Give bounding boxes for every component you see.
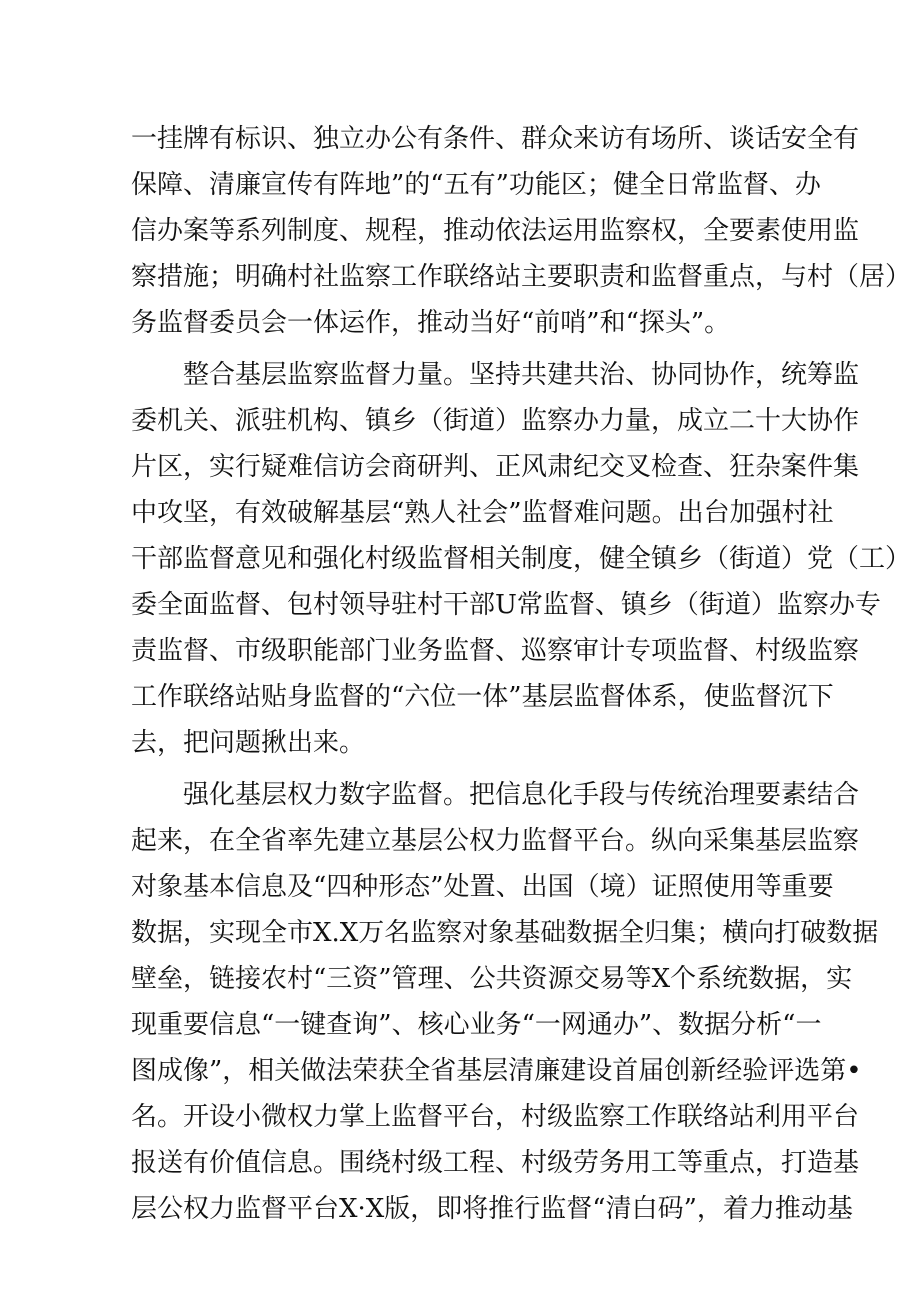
text-line: 层公权力监督平台X·X版，即将推行监督“清白码”，着力推动基: [131, 1194, 853, 1224]
text-line: 干部监督意见和强化村级监督相关制度，健全镇乡（街道）党（工）: [131, 544, 912, 574]
text-line: 整合基层监察监督力量。坚持共建共治、协同协作，统筹监: [183, 360, 860, 390]
text-line: 务监督委员会一体运作，推动当好“前哨”和“探头”。: [131, 308, 731, 338]
paragraph-1: [131, 116, 912, 346]
text-line: 察措施；明确村社监察工作联络站主要职责和监督重点，与村（居）: [131, 262, 912, 292]
text-line: 强化基层权力数字监督。把信息化手段与传统治理要素结合: [183, 780, 860, 810]
text-line: 责监督、市级职能部门业务监督、巡察审计专项监督、村级监察: [131, 636, 860, 666]
text-line: 对象基本信息及“四种形态”处置、出国（境）证照使用等重要: [131, 872, 834, 902]
text-line: 去，把问题揪出来。: [131, 728, 366, 758]
text-line: 起来，在全省率先建立基层公权力监督平台。纵向采集基层监察: [131, 826, 860, 856]
text-line: 中攻坚，有效破解基层“熟人社会”监督难问题。出台加强村社: [131, 498, 834, 528]
text-line: 委全面监督、包村领导驻村干部U常监督、镇乡（街道）监察办专: [131, 590, 881, 620]
text-line: 片区，实行疑难信访会商研判、正风肃纪交叉检查、狂杂案件集: [131, 452, 860, 482]
text-line: 委机关、派驻机构、镇乡（街道）监察办力量，成立二十大协作: [131, 406, 860, 436]
paragraph-3: [131, 772, 879, 1232]
text-line: 名。开设小微权力掌上监督平台，村级监察工作联络站利用平台: [131, 1102, 860, 1132]
text-line: 信办案等系列制度、规程，推动依法运用监察权，全要素使用监: [131, 216, 860, 246]
text-line: 现重要信息“一键查询”、核心业务“一网通办”、数据分析“一: [131, 1010, 822, 1040]
text-line: 数据，实现全市X.X万名监察对象基础数据全归集；横向打破数据: [131, 918, 879, 948]
paragraph-2: [131, 352, 912, 766]
text-line: 一挂牌有标识、独立办公有条件、群众来访有场所、谈话安全有: [131, 124, 860, 154]
text-line: 保障、清廉宣传有阵地”的“五有”功能区；健全日常监督、办: [131, 170, 821, 200]
text-line: 工作联络站贴身监督的“六位一体”基层监督体系，使监督沉下: [131, 682, 834, 712]
text-line: 报送有价值信息。围绕村级工程、村级劳务用工等重点，打造基: [131, 1148, 860, 1178]
text-line: 壁垒，链接农村“三资”管理、公共资源交易等X个系统数据，实: [131, 964, 853, 994]
text-line: 图成像”，相关做法荣获全省基层清廉建设首届创新经验评选第•: [131, 1056, 862, 1086]
